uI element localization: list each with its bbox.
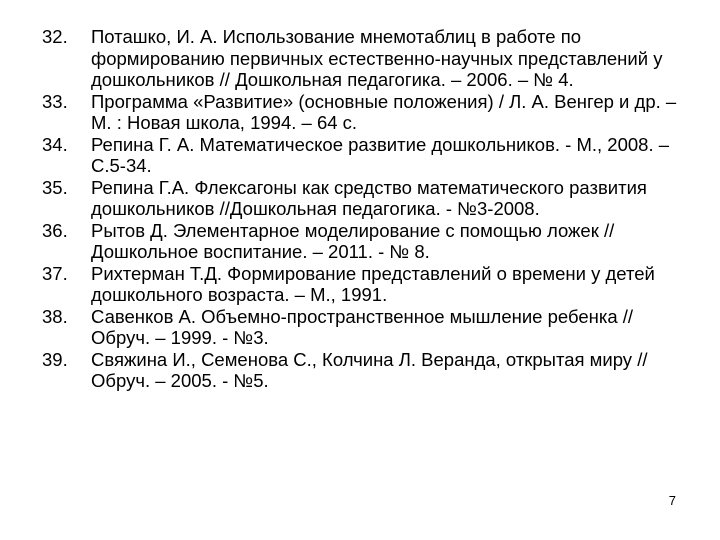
reference-item [0,134,720,177]
reference-item [0,91,720,134]
reference-text: Репина Г.А. Флексагоны как средство математического развития дошкольников //Дошкольная педагогика. - №3-2008. [91,176,647,219]
reference-item [0,306,720,349]
reference-item [0,349,720,392]
reference-number: 32. [42,26,68,47]
reference-text: Программа «Развитие» (основные положения) / Л. А. Венгер и др. – М. : Новая школа, 1994. – 64 с. [91,90,677,133]
reference-item [0,177,720,220]
reference-text: Рихтерман Т.Д. Формирование представлений о времени у детей дошкольного возраста. – М., 1991. [91,262,655,305]
reference-text: Рытов Д. Элементарное моделирование с помощью ложек //Дошкольное воспитание. – 2011. - № 8. [91,219,615,262]
reference-text: Репина Г. А. Математическое развитие дошкольников. - М., 2008. – С.5-34. [91,133,670,176]
reference-item [0,26,720,91]
reference-number: 33. [42,90,68,112]
reference-item [0,220,720,263]
reference-text: Савенков А. Объемно-пространственное мышление ребенка //Обруч. – 1999. - №3. [91,305,634,348]
reference-number: 38. [42,305,68,327]
reference-list [0,26,720,392]
reference-text: Поташко, И. А. Использование мнемотаблиц в работе по формированию первичных естественно-научных представлений у дошкольников // Дошкольная педагогика. – 2006. – № 4. [91,26,663,90]
reference-number: 35. [42,176,68,198]
reference-text: Свяжина И., Семенова С., Колчина Л. Веранда, открытая миру //Обруч. – 2005. - №5. [91,348,648,391]
reference-number: 36. [42,219,68,241]
reference-number: 34. [42,133,68,155]
page-number: 7 [668,493,676,508]
reference-number: 37. [42,262,68,284]
reference-item [0,263,720,306]
reference-number: 39. [42,348,68,370]
